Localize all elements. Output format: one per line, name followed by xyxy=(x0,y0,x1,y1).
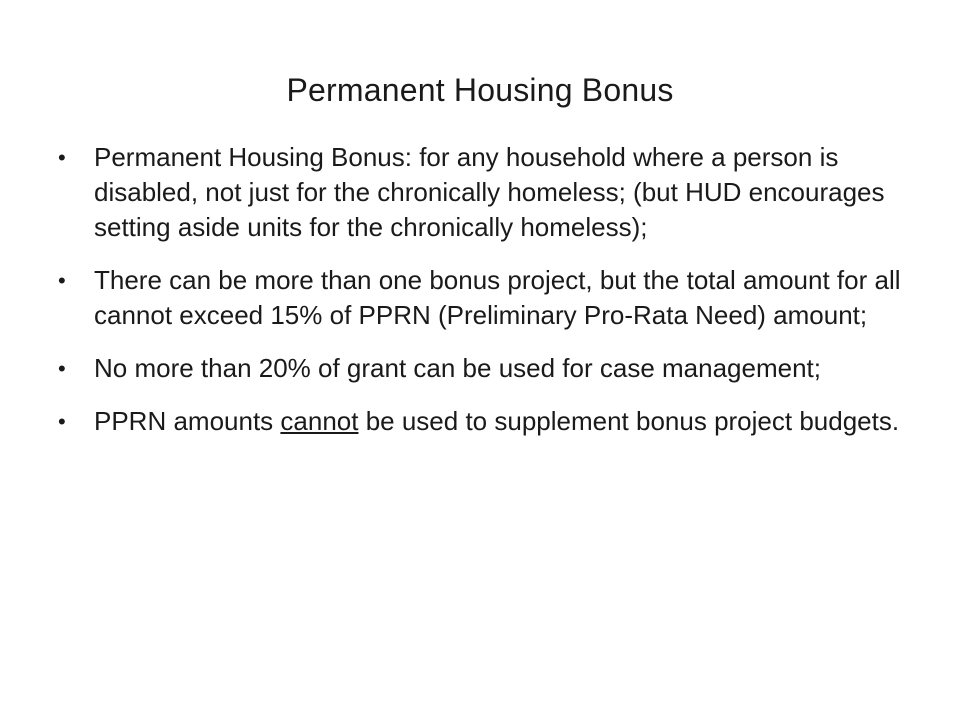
bullet-list xyxy=(58,140,908,457)
bullet-text: There can be more than one bonus project, but the total amount for all cannot exceed 15% of PPRN (Preliminary Pro-Rata Need) amount; xyxy=(94,265,901,330)
bullet-text: No more than 20% of grant can be used for case management; xyxy=(94,353,821,383)
bullet-item xyxy=(58,351,908,386)
emphasis-underlined-word: cannot xyxy=(280,406,359,436)
bullet-dot-icon: • xyxy=(58,409,66,434)
slide-title: Permanent Housing Bonus xyxy=(286,72,674,108)
bullet-dot-icon: • xyxy=(58,268,66,293)
bullet-dot-icon: • xyxy=(58,145,66,170)
bullet-dot-icon: • xyxy=(58,356,66,381)
bullet-item xyxy=(58,140,908,245)
bullet-item xyxy=(58,404,908,439)
bullet-text: Permanent Housing Bonus: for any household where a person is disabled, not just for the chronically homeless; (but HUD encourages setting aside units for the chronically homeless); xyxy=(94,142,885,242)
bullet-item xyxy=(58,263,908,333)
bullet-text-before: PPRN amounts xyxy=(94,406,281,436)
bullet-text-after: be used to supplement bonus project budgets. xyxy=(358,406,900,436)
bullet-text xyxy=(94,406,899,436)
